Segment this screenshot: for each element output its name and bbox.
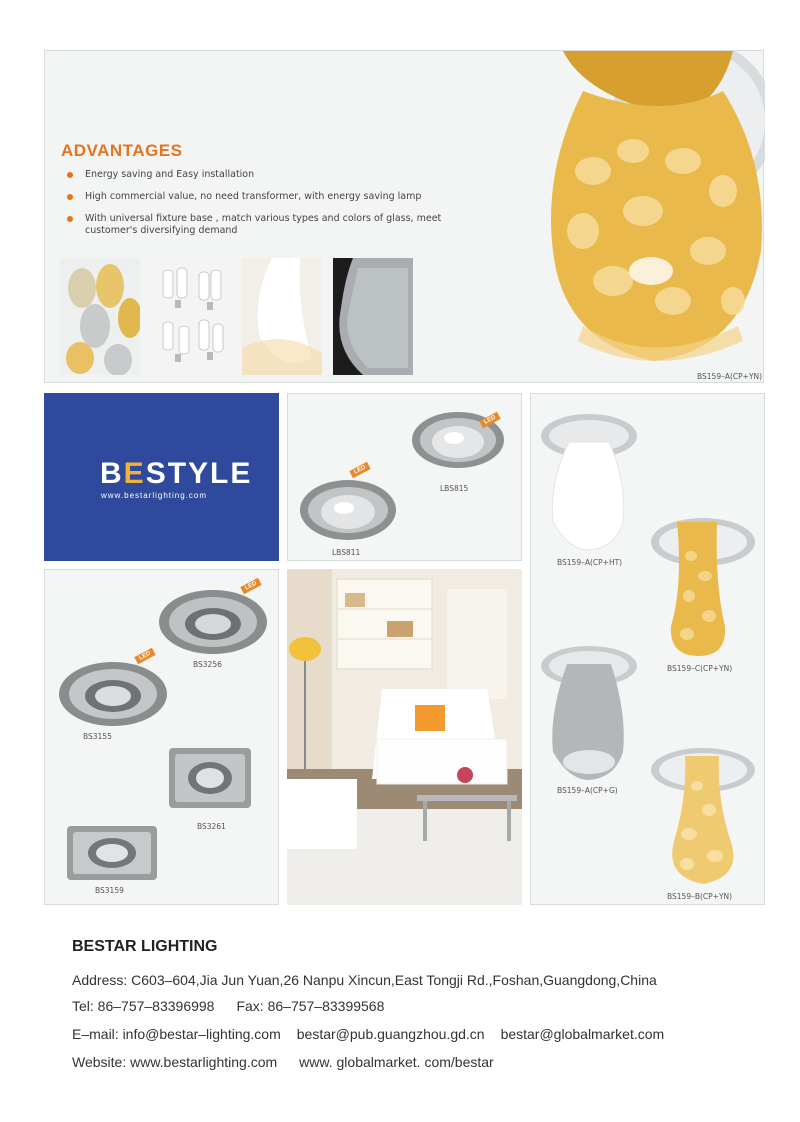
- brand-url: www.bestarlighting.com: [101, 491, 208, 500]
- product-label-bs3159: BS3159: [95, 886, 124, 895]
- thumb-white-glass-image: [242, 258, 322, 375]
- thumb-glass-shades-image: [60, 258, 140, 375]
- lbs811-downlight-image: [298, 476, 398, 547]
- bs3159-square-downlight-image: [65, 824, 159, 887]
- website-link[interactable]: Website: www.bestarlighting.com: [72, 1054, 278, 1070]
- led-tag: LED: [479, 412, 500, 428]
- phone-line: [72, 998, 384, 1014]
- hero-amber-glass-lamp-image: [523, 51, 765, 369]
- bs3256-downlight-image: [157, 584, 269, 661]
- thumb-cfl-bulbs-image: [151, 258, 231, 375]
- product-label-lbs815: LBS815: [440, 484, 469, 493]
- fax-text: Fax: 86–757–83399568: [236, 998, 385, 1014]
- email-link[interactable]: bestar@pub.guangzhou.gd.cn: [296, 1026, 485, 1042]
- living-room-photo: [287, 569, 522, 905]
- website-line: [72, 1054, 494, 1070]
- advantages-list: [67, 169, 447, 247]
- company-name: BESTAR LIGHTING: [72, 938, 218, 955]
- glass-ceiling-lamp-panel: [530, 393, 765, 905]
- brand-logo-panel: [44, 393, 279, 561]
- advantage-item: Energy saving and Easy installation: [67, 169, 447, 181]
- address-line: Address: C603–604,Jia Jun Yuan,26 Nanpu Xincun,East Tongji Rd.,Foshan,Guangdong,China: [72, 972, 657, 988]
- advantage-item: High commercial value, no need transformer, with energy saving lamp: [67, 191, 447, 203]
- tel-text: Tel: 86–757–83396998: [72, 998, 215, 1014]
- hero-caption: BS159–A(CP+YN): [697, 372, 763, 381]
- advantage-item: With universal fixture base , match various types and colors of glass, meet customer's diversifying demand: [67, 213, 447, 237]
- email-link[interactable]: bestar@globalmarket.com: [500, 1026, 665, 1042]
- advantages-panel: [44, 50, 764, 383]
- thumb-frosted-glass-image: [333, 258, 413, 375]
- bs3261-square-downlight-image: [167, 746, 253, 815]
- advantages-title: ADVANTAGES: [61, 141, 183, 160]
- product-label-bs3155: BS3155: [83, 732, 112, 741]
- product-label-bs3256: BS3256: [193, 660, 222, 669]
- email-link[interactable]: E–mail: info@bestar–lighting.com: [72, 1026, 281, 1042]
- product-label-bs3261: BS3261: [197, 822, 226, 831]
- bs-downlight-panel: [44, 569, 279, 905]
- product-label-bs159-a-ht: BS159–A(CP+HT): [557, 558, 623, 567]
- led-tag: LED: [240, 578, 261, 594]
- product-label-bs159-c-yn: BS159–C(CP+YN): [667, 664, 733, 673]
- bs159-c-amber-glass-image: [649, 516, 757, 665]
- bs3155-downlight-image: [57, 656, 169, 733]
- product-label-lbs811: LBS811: [332, 548, 361, 557]
- led-tag: LED: [134, 648, 155, 664]
- led-tag: LED: [349, 462, 370, 478]
- email-line: [72, 1026, 664, 1042]
- product-label-bs159-b-yn: BS159–B(CP+YN): [667, 892, 733, 901]
- bs159-a-white-glass-image: [539, 412, 639, 557]
- brand-logo: BESTYLE: [100, 457, 253, 490]
- product-label-bs159-a-g: BS159–A(CP+G): [557, 786, 618, 795]
- bs159-b-amber-glass-image: [649, 746, 757, 893]
- bs159-a-silver-glass-image: [539, 644, 639, 787]
- website-link[interactable]: www. globalmarket. com/bestar: [299, 1054, 494, 1070]
- lbs-downlight-panel: [287, 393, 522, 561]
